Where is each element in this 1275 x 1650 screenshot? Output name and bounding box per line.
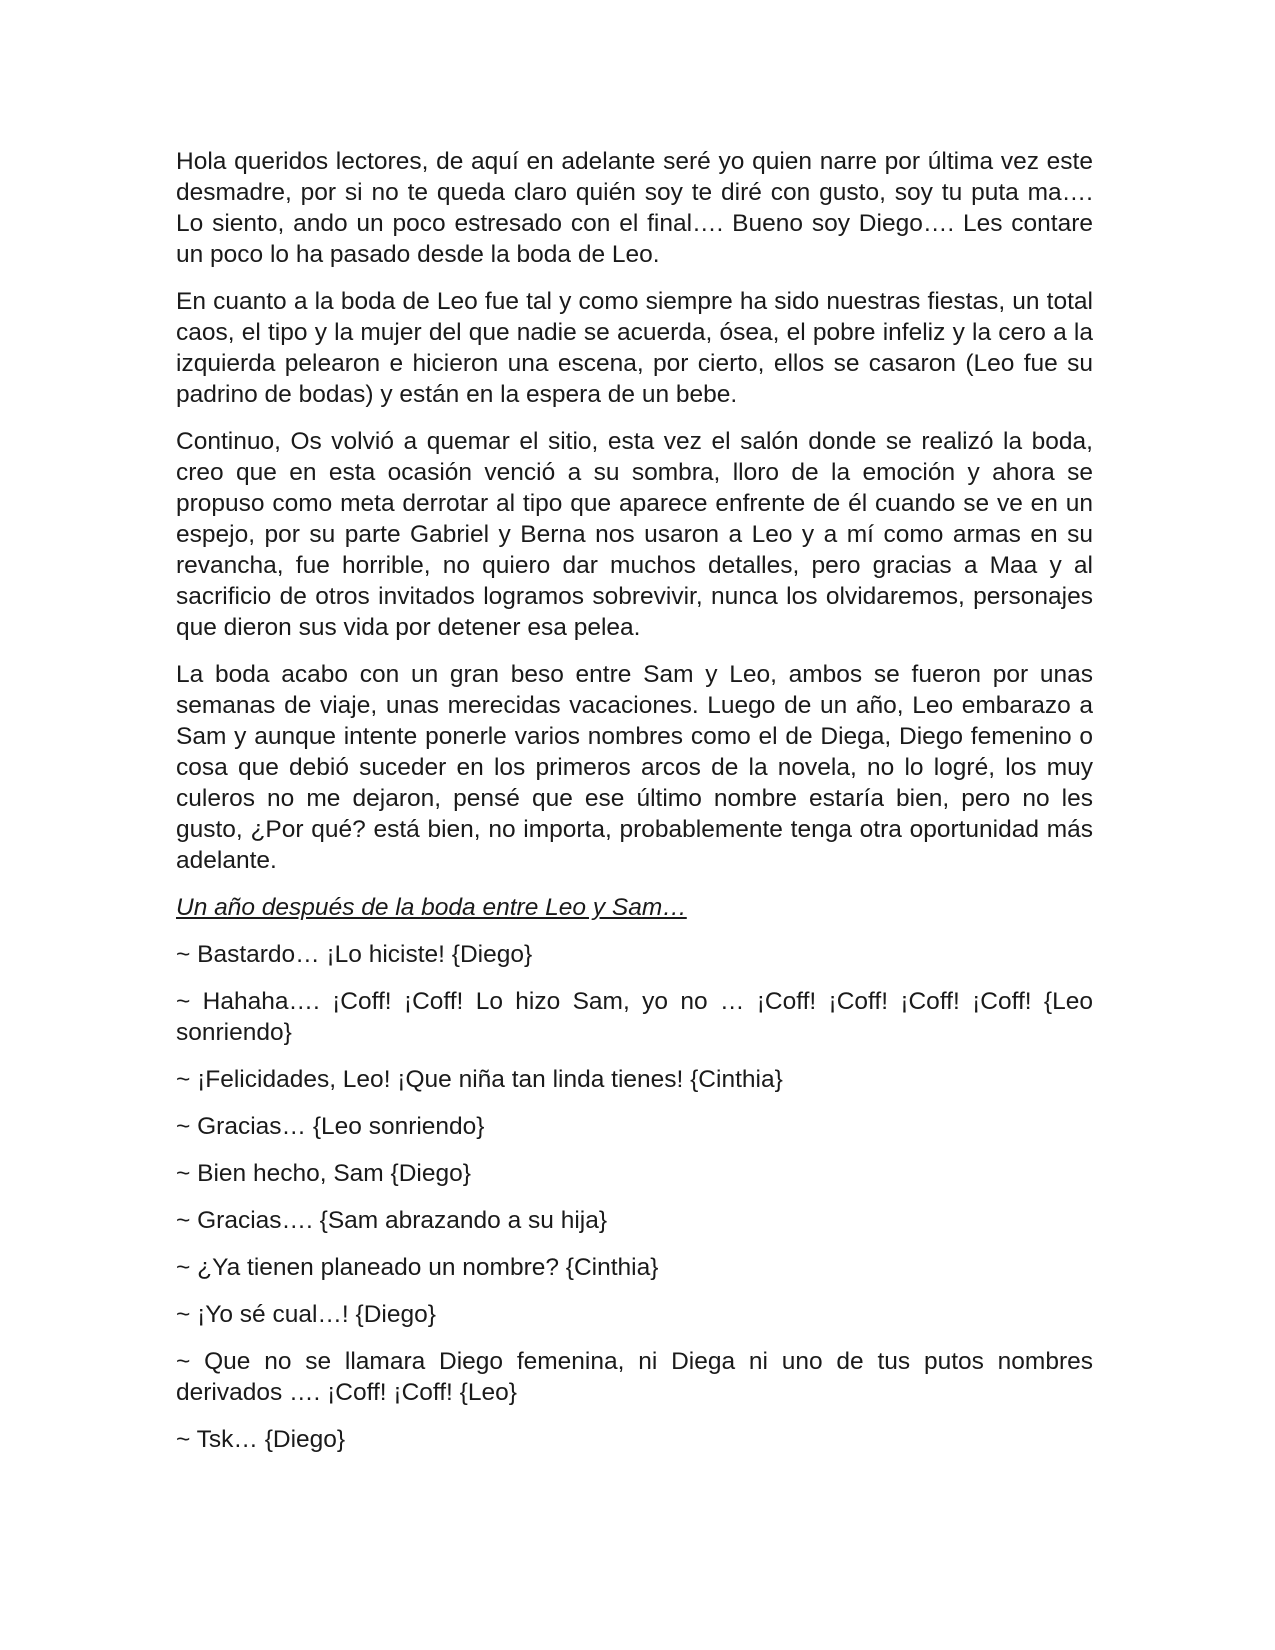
dialogue-line-5: ~ Bien hecho, Sam {Diego}: [176, 1160, 471, 1187]
dialogue-line-3: ~ ¡Felicidades, Leo! ¡Que niña tan linda tienes! {Cinthia}: [176, 1066, 783, 1093]
dialogue-line-2: ~ Hahaha…. ¡Coff! ¡Coff! Lo hizo Sam, yo no … ¡Coff! ¡Coff! ¡Coff! ¡Coff! {Leo sonriendo}: [176, 988, 1093, 1046]
narration-paragraph-1: Hola queridos lectores, de aquí en adelante seré yo quien narre por última vez este desmadre, por si no te queda claro quién soy te diré con gusto, soy tu puta ma…. Lo siento, ando un poco estresado con el final…. Bueno soy Diego…. Les contare un poco lo ha pasado desde la boda de Leo.: [176, 148, 1093, 268]
dialogue-line-7: ~ ¿Ya tienen planeado un nombre? {Cinthia}: [176, 1254, 659, 1281]
narration-paragraph-3: Continuo, Os volvió a quemar el sitio, esta vez el salón donde se realizó la boda, creo que en esta ocasión venció a su sombra, lloro de la emoción y ahora se propuso como meta derrotar al tipo que aparece enfrente de él cuando se ve en un espejo, por su parte Gabriel y Berna nos usaron a Leo y a mí como armas en su revancha, fue horrible, no quiero dar muchos detalles, pero gracias a Maa y al sacrificio de otros invitados logramos sobrevivir, nunca los olvidaremos, personajes que dieron sus vida por detener esa pelea.: [176, 428, 1093, 641]
narration-paragraph-4: La boda acabo con un gran beso entre Sam y Leo, ambos se fueron por unas semanas de viaje, unas merecidas vacaciones. Luego de un año, Leo embarazo a Sam y aunque intente ponerle varios nombres como el de Diega, Diego femenino o cosa que debió suceder en los primeros arcos de la novela, no lo logré, los muy culeros no me dejaron, pensé que ese último nombre estaría bien, pero no les gusto, ¿Por qué? está bien, no importa, probablemente tenga otra oportunidad más adelante.: [176, 661, 1093, 874]
dialogue-line-4: ~ Gracias… {Leo sonriendo}: [176, 1113, 485, 1140]
dialogue-line-8: ~ ¡Yo sé cual…! {Diego}: [176, 1301, 436, 1328]
document-body: [176, 146, 1093, 1471]
dialogue-line-9: ~ Que no se llamara Diego femenina, ni Diega ni uno de tus putos nombres derivados …. ¡Coff! ¡Coff! {Leo}: [176, 1348, 1093, 1406]
narration-paragraph-2: En cuanto a la boda de Leo fue tal y como siempre ha sido nuestras fiestas, un total caos, el tipo y la mujer del que nadie se acuerda, ósea, el pobre infeliz y la cero a la izquierda pelearon e hicieron una escena, por cierto, ellos se casaron (Leo fue su padrino de bodas) y están en la espera de un bebe.: [176, 288, 1093, 408]
dialogue-line-1: ~ Bastardo… ¡Lo hiciste! {Diego}: [176, 941, 533, 968]
dialogue-line-10: ~ Tsk… {Diego}: [176, 1426, 346, 1453]
dialogue-line-6: ~ Gracias…. {Sam abrazando a su hija}: [176, 1207, 608, 1234]
scene-heading: Un año después de la boda entre Leo y Sam…: [176, 894, 687, 921]
